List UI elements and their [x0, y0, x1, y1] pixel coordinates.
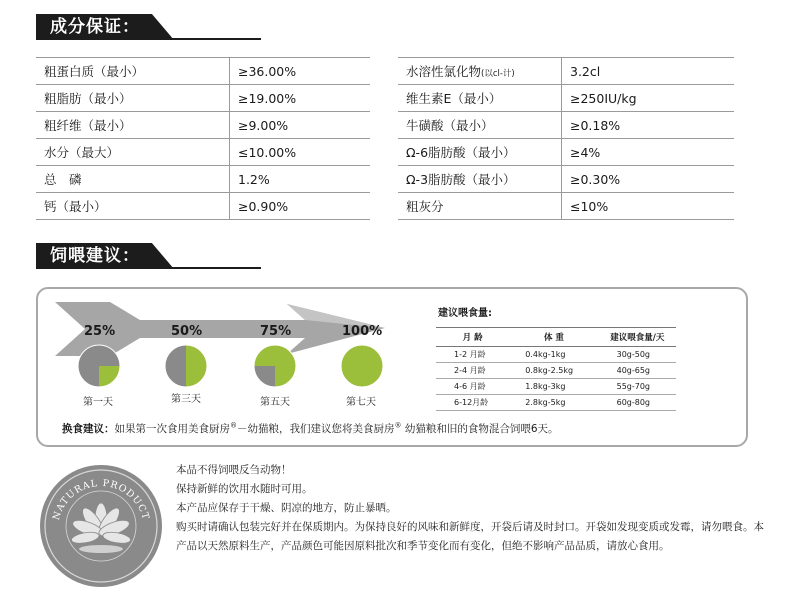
column-header: 体 重 [509, 328, 598, 347]
nutrient-value: ≥250IU/kg [562, 85, 735, 112]
percent-label: 100% [342, 324, 383, 339]
feeding-table-title: 建议喂食量: [438, 308, 492, 319]
nutrient-value: 3.2cl [562, 58, 735, 85]
nutrient-name-text: 水溶性氯化物 [406, 64, 482, 79]
percent-label: 75% [260, 324, 292, 339]
age-cell: 2-4 月龄 [436, 363, 509, 379]
nutrient-name: 粗灰分 [398, 193, 562, 220]
natural-product-badge-icon [38, 463, 164, 589]
nutrient-name: 钙（最小） [36, 193, 230, 220]
nutrient-name: 水分（最大） [36, 139, 230, 166]
percent-label: 25% [84, 324, 116, 339]
transition-tip [62, 421, 559, 436]
table-header-row [436, 328, 676, 347]
guarantee-table-left [36, 57, 370, 220]
new-food-portion [186, 345, 207, 387]
nutrient-name: 总 磷 [36, 166, 230, 193]
tip-label: 换食建议： [62, 423, 115, 435]
table-row [398, 112, 734, 139]
table-row [36, 139, 370, 166]
nutrient-name: 粗脂肪（最小） [36, 85, 230, 112]
nutrient-name: Ω-3脂肪酸（最小） [398, 166, 562, 193]
tip-text-c: 幼猫粮和旧的食物混合饲喂6天。 [401, 423, 559, 435]
table-row [36, 85, 370, 112]
nutrient-name: 维生素E（最小） [398, 85, 562, 112]
table-row [398, 166, 734, 193]
day-label: 第七天 [346, 397, 376, 408]
feeding-title: 饲喂建议： [50, 246, 140, 266]
percent-label: 50% [171, 324, 203, 339]
table-row [36, 166, 370, 193]
nutrient-name: Ω-6脂肪酸（最小） [398, 139, 562, 166]
table-row [398, 139, 734, 166]
nutrient-value: ≥36.00% [230, 58, 371, 85]
nutrient-value: ≥0.18% [562, 112, 735, 139]
amount-cell: 60g-80g [599, 395, 676, 411]
nutrient-name: 牛磺酸（最小） [398, 112, 562, 139]
nutrient-value: 1.2% [230, 166, 371, 193]
table-row [398, 58, 734, 85]
nutrient-name [398, 58, 562, 85]
nutrient-value: ≥0.90% [230, 193, 371, 220]
mix-circle [254, 345, 296, 387]
mixing-circles [60, 336, 400, 396]
note-line: 购买时请确认包装完好并在保质期内。为保持良好的风味和新鲜度，开袋后请及时封口。开袋如发现变质或发霉，请勿喂食。本产品以天然原料生产，产品颜色可能因原料批次和季节变化而有变化，但绝不影响产品品质，请放心食用。 [176, 521, 764, 552]
table-row [436, 395, 676, 411]
header-underline [156, 38, 261, 40]
nutrient-value: ≥0.30% [562, 166, 735, 193]
badge-text: NATURAL PRODUCT [50, 477, 152, 522]
day-label: 第三天 [171, 394, 201, 405]
nutrient-value: ≥19.00% [230, 85, 371, 112]
table-row [36, 58, 370, 85]
age-cell: 4-6 月龄 [436, 379, 509, 395]
guarantee-title: 成分保证： [50, 17, 140, 37]
age-cell: 1-2 月龄 [436, 347, 509, 363]
amount-cell: 40g-65g [599, 363, 676, 379]
table-row [436, 363, 676, 379]
weight-cell: 2.8kg-5kg [509, 395, 598, 411]
weight-cell: 1.8kg-3kg [509, 379, 598, 395]
nutrient-name: 粗蛋白质（最小） [36, 58, 230, 85]
nutrient-value: ≤10% [562, 193, 735, 220]
table-row [398, 85, 734, 112]
day-label: 第五天 [260, 397, 290, 408]
table-row [436, 379, 676, 395]
table-row [398, 193, 734, 220]
table-row [36, 193, 370, 220]
nutrient-note: (以cl-计) [481, 69, 515, 79]
column-header: 建议喂食量/天 [599, 328, 676, 347]
mix-circle [341, 345, 383, 387]
table-row [36, 112, 370, 139]
registered-mark: ® [230, 421, 237, 430]
amount-cell: 30g-50g [599, 347, 676, 363]
nutrient-value: ≥9.00% [230, 112, 371, 139]
note-line: 保持新鲜的饮用水随时可用。 [176, 483, 313, 495]
weight-cell: 0.8kg-2.5kg [509, 363, 598, 379]
feeding-table [436, 327, 676, 411]
nutrient-name: 粗纤维（最小） [36, 112, 230, 139]
weight-cell: 0.4kg-1kg [509, 347, 598, 363]
header-underline [156, 267, 261, 269]
note-line: 本产品应保存于干燥、阴凉的地方，防止暴晒。 [176, 502, 397, 514]
tip-text-a: 如果第一次食用美食厨房 [114, 423, 230, 435]
product-notes [176, 461, 766, 556]
guarantee-table-right [398, 57, 734, 220]
mix-circle [78, 345, 120, 387]
registered-mark: ® [394, 421, 402, 430]
day-label: 第一天 [83, 397, 113, 408]
nutrient-value: ≥4% [562, 139, 735, 166]
tip-text-b: －幼猫粮，我们建议您将美食厨房 [237, 423, 395, 435]
note-line: 本品不得饲喂反刍动物！ [176, 464, 292, 476]
amount-cell: 55g-70g [599, 379, 676, 395]
nutrient-value: ≤10.00% [230, 139, 371, 166]
age-cell: 6-12月龄 [436, 395, 509, 411]
table-row [436, 347, 676, 363]
mix-circle [165, 345, 207, 387]
column-header: 月 龄 [436, 328, 509, 347]
